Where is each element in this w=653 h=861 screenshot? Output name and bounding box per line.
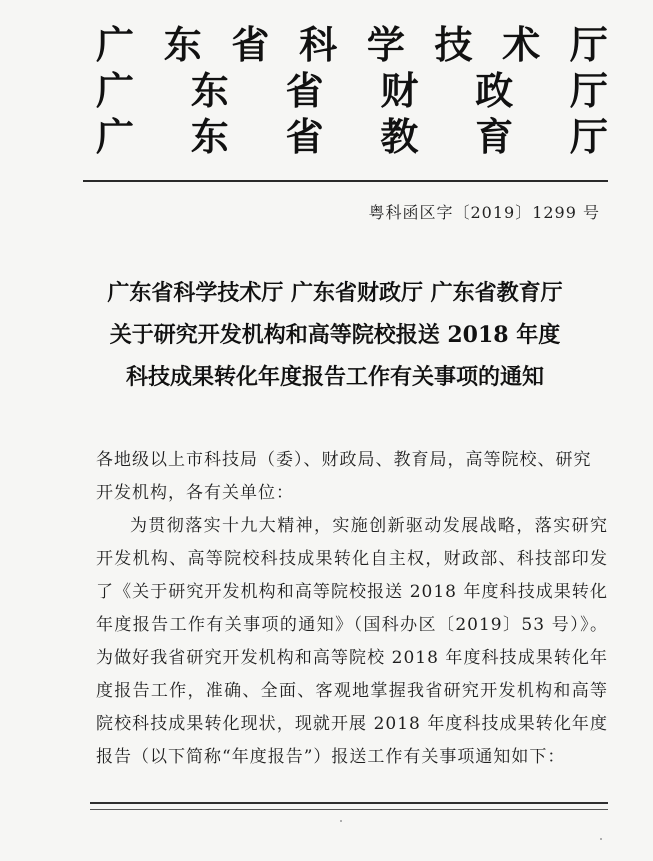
title-line: 关于研究开发机构和高等院校报送 2018 年度 bbox=[109, 322, 561, 348]
title-line: 科技成果转化年度报告工作有关事项的通知 bbox=[125, 364, 544, 390]
header-char: 政 bbox=[475, 68, 514, 113]
header-char: 厅 bbox=[569, 68, 608, 113]
header-char: 省 bbox=[285, 114, 324, 159]
title-line: 广东省科学技术厅 广东省财政厅 广东省教育厅 bbox=[107, 280, 563, 306]
header-char: 术 bbox=[502, 22, 541, 67]
header-char: 财 bbox=[380, 68, 419, 113]
header-char: 东 bbox=[190, 68, 229, 113]
document-body bbox=[96, 444, 608, 774]
header-char: 广 bbox=[96, 114, 135, 159]
header-char: 东 bbox=[163, 22, 202, 67]
header-char: 广 bbox=[96, 22, 135, 67]
scan-speck bbox=[600, 838, 602, 840]
header-char: 厅 bbox=[569, 114, 608, 159]
header-line-finance-dept bbox=[96, 68, 608, 114]
document-number: 粤科函区字〔2019〕1299 号 bbox=[368, 203, 600, 222]
header-char: 教 bbox=[380, 114, 419, 159]
header-char: 科 bbox=[299, 22, 338, 67]
header-divider bbox=[83, 180, 608, 182]
issuing-authorities-header bbox=[96, 22, 608, 160]
document-title bbox=[60, 272, 610, 398]
body-paragraph: 为贯彻落实十九大精神，实施创新驱动发展战略，落实研究开发机构、高等院校科技成果转化自主权，财政部、科技部印发了《关于研究开发机构和高等院校报送 2018 年度科技成果转化年度报告工作有关事项的通知》（国科办区〔2019〕53 号）》。为做好我省研究开发机构和高等院校 2018 年度科技成果转化年度报告工作，准确、全面、客观地掌握我省研究开发机构和高等院校科技成果转化现状，现就开展 2018 年度科技成果转化年度报告（以下简称“年度报告”）报送工作有关事项通知如下： bbox=[96, 516, 608, 767]
header-char: 育 bbox=[475, 114, 514, 159]
addressee-paragraph: 各地级以上市科技局（委）、财政局、教育局，高等院校、研究开发机构，各有关单位： bbox=[96, 450, 592, 503]
footer-divider-thick bbox=[90, 802, 608, 804]
header-line-science-dept bbox=[96, 22, 608, 68]
scan-speck bbox=[340, 820, 342, 822]
header-char: 东 bbox=[190, 114, 229, 159]
footer-divider-thin bbox=[90, 809, 608, 810]
header-char: 技 bbox=[434, 22, 473, 67]
header-line-education-dept bbox=[96, 114, 608, 160]
header-char: 广 bbox=[96, 68, 135, 113]
header-char: 学 bbox=[366, 22, 405, 67]
header-char: 厅 bbox=[569, 22, 608, 67]
header-char: 省 bbox=[285, 68, 324, 113]
header-char: 省 bbox=[231, 22, 270, 67]
